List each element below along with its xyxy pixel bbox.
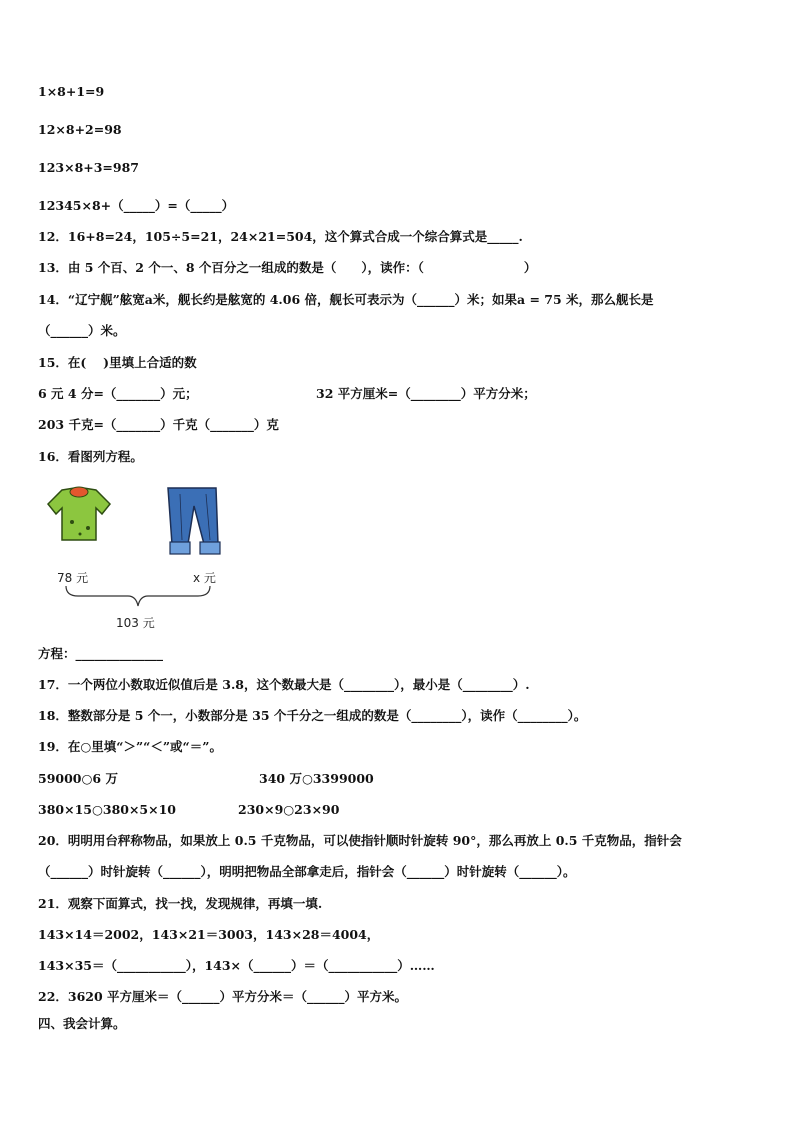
total-price: 103 元 <box>116 616 155 630</box>
question-19-a: 59000○6 万 <box>38 771 118 786</box>
l1: 1×8+1=9 <box>38 84 105 99</box>
shirt-picture <box>44 484 114 544</box>
l2: 12×8+2=98 <box>38 122 122 137</box>
question-15-a: 6 元 4 分=（_______）元； <box>38 386 198 401</box>
question-15-c: 203 千克=（_______）千克（_______）克 <box>38 417 279 432</box>
l3: 123×8+3=987 <box>38 160 140 175</box>
shirt-price: 78 元 <box>57 571 89 585</box>
question-17: 17．一个两位小数取近似值后是 3.8，这个数最大是（________），最小是（________）. <box>38 677 530 692</box>
question-14-line1: 14．“辽宁舰”舷宽a米，舰长约是舷宽的 4.06 倍，舰长可表示为（______）米；如果a = 75 米，那么舰长是 <box>38 292 654 307</box>
question-21: 21．观察下面算式，找一找，发现规律，再填一填. <box>38 896 323 911</box>
question-19-d: 230×9○23×90 <box>238 802 340 817</box>
question-16: 16．看图列方程。 <box>38 449 143 464</box>
question-18: 18．整数部分是 5 个一，小数部分是 35 个千分之一组成的数是（________），读作（________）。 <box>38 708 587 723</box>
question-16-equation: 方程：______________ <box>38 646 164 661</box>
question-19: 19．在○里填“＞”“＜”或“＝”。 <box>38 739 222 754</box>
question-21-b: 143×35＝（___________），143×（______）＝（___________）…… <box>38 958 435 973</box>
brace <box>60 584 216 608</box>
pants-price: x 元 <box>193 571 216 585</box>
l4: 12345×8+（_____）=（_____） <box>38 198 235 213</box>
question-22: 22．3620 平方厘米＝（______）平方分米＝（______）平方米。 <box>38 989 408 1004</box>
question-15-b: 32 平方厘米=（________）平方分米； <box>316 386 536 401</box>
question-19-b: 340 万○3399000 <box>259 771 374 786</box>
question-15: 15．在( )里填上合适的数 <box>38 355 197 370</box>
question-20-line1: 20．明明用台秤称物品，如果放上 0.5 千克物品，可以使指针顺时针旋转 90°，那么再放上 0.5 千克物品，指针会 <box>38 833 682 848</box>
section-4-title: 四、我会计算。 <box>38 1016 126 1031</box>
question-21-a: 143×14＝2002，143×21＝3003，143×28＝4004， <box>38 927 380 942</box>
question-19-c: 380×15○380×5×10 <box>38 802 177 817</box>
question-12: 12．16+8=24，105÷5=21，24×21=504，这个算式合成一个综合算式是_____. <box>38 229 523 244</box>
pants-picture <box>160 484 226 558</box>
question-20-line2: （______）时针旋转（______），明明把物品全部拿走后，指针会（______）时针旋转（______）。 <box>38 864 576 879</box>
question-13: 13．由 5 个百、2 个一、8 个百分之一组成的数是（ ），读作：（ ） <box>38 260 537 275</box>
question-14-line2: （______）米。 <box>38 323 126 338</box>
